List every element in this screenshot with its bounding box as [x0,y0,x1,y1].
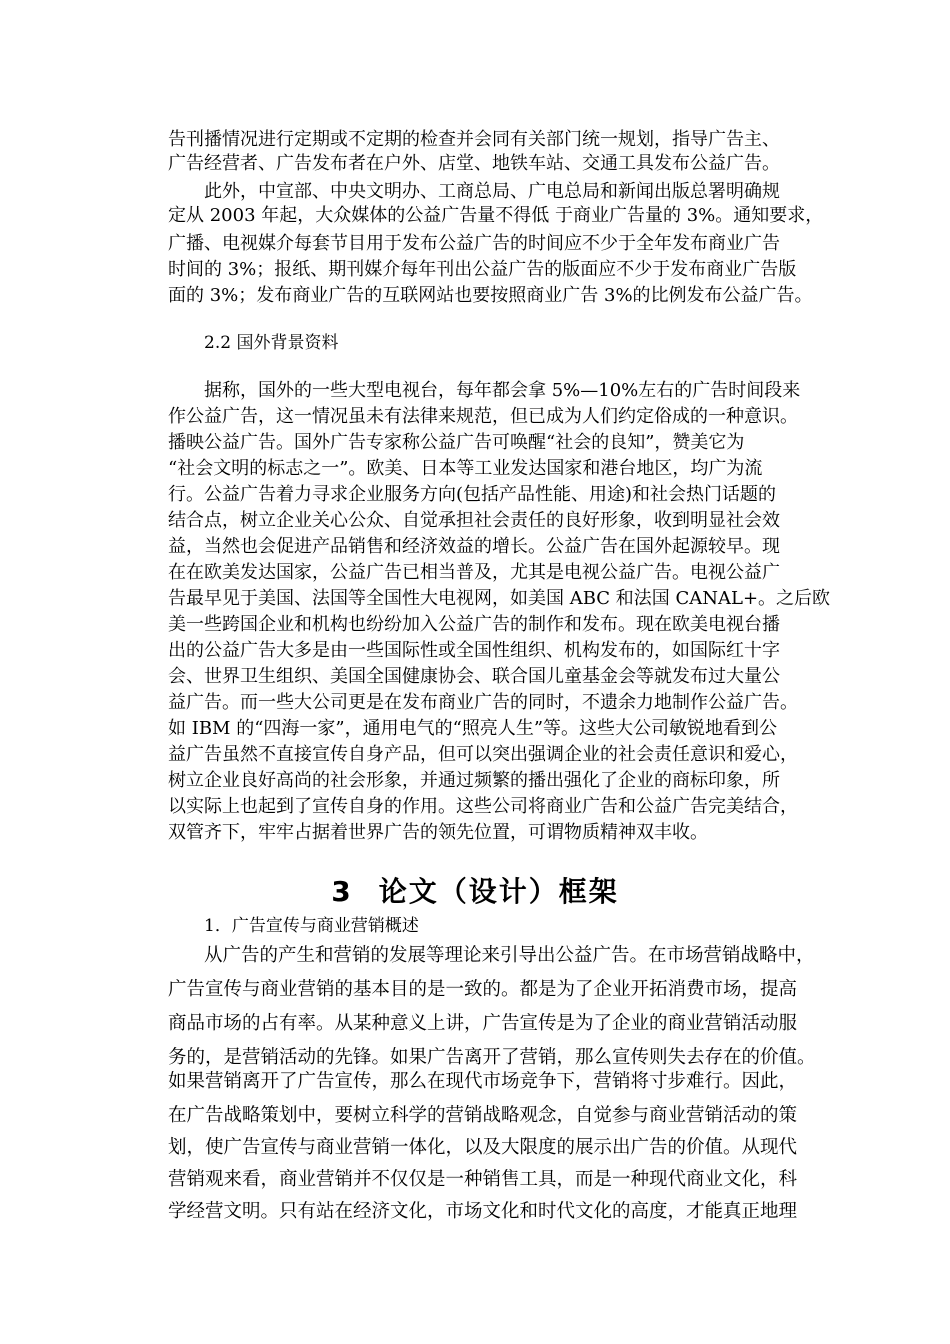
paragraph-line: 如 IBM 的“四海一家”，通用电气的“照亮人生”等。这些大公司敏锐地看到公 [168,718,778,739]
section-heading: 2.2 国外背景资料 [204,333,339,353]
section-heading: 1．广告宣传与商业营销概述 [204,916,419,936]
paragraph-line: 广告经营者、广告发布者在户外、店堂、地铁车站、交通工具发布公益广告。 [168,153,780,174]
paragraph-line: 播映公益广告。国外广告专家称公益广告可唤醒“社会的良知”，赞美它为 [168,432,745,453]
paragraph-line: 告最早见于美国、法国等全国性大电视网，如美国 ABC 和法国 CANAL+。之后欧 [168,588,831,609]
paragraph-line: 划，使广告宣传与商业营销一体化，以及大限度的展示出广告的价值。从现代 [168,1137,798,1158]
paragraph-line: 此外，中宣部、中央文明办、工商总局、广电总局和新闻出版总署明确规 [204,181,780,202]
paragraph-line: 益，当然也会促进产品销售和经济效益的增长。公益广告在国外起源较早。现 [168,536,780,557]
paragraph-line: 行。公益广告着力寻求企业服务方向(包括产品性能、用途)和社会热门话题的 [168,484,777,505]
chapter-number: 3 [331,875,353,908]
paragraph-line: 在在欧美发达国家，公益广告已相当普及，尤其是电视公益广告。电视公益广 [168,562,780,583]
paragraph-line: 商品市场的占有率。从某种意义上讲，广告宣传是为了企业的商业营销活动服 [168,1013,798,1034]
paragraph-line: 务的，是营销活动的先锋。如果广告离开了营销，那么宣传则失去存在的价值。 [168,1047,816,1068]
paragraph-line: 双管齐下，牢牢占据着世界广告的领先位置，可谓物质精神双丰收。 [168,822,708,843]
paragraph-line: 定从 2003 年起，大众媒体的公益广告量不得低 于商业广告量的 3%。通知要求， [168,205,824,226]
paragraph-line: 树立企业良好高尚的社会形象，并通过频繁的播出强化了企业的商标印象，所 [168,770,780,791]
paragraph-line: 广播、电视媒介每套节目用于发布公益广告的时间应不少于全年发布商业广告 [168,233,780,254]
paragraph-line: 如果营销离开了广告宣传，那么在现代市场竞争下，营销将寸步难行。因此， [168,1071,798,1092]
paragraph-line: 以实际上也起到了宣传自身的作用。这些公司将商业广告和公益广告完美结合， [168,796,798,817]
paragraph-line: 结合点，树立企业关心公众、自觉承担社会责任的良好形象，收到明显社会效 [168,510,780,531]
paragraph-line: 据称，国外的一些大型电视台，每年都会拿 5%—10%左右的广告时间段来 [204,380,801,401]
paragraph-line: 作公益广告，这一情况虽未有法律来规范，但已成为人们约定俗成的一种意识。 [168,406,798,427]
paragraph-line: 益广告。而一些大公司更是在发布商业广告的同时，不遗余力地制作公益广告。 [168,692,798,713]
paragraph-line: 面的 3%；发布商业广告的互联网站也要按照商业广告 3%的比例发布公益广告。 [168,285,813,306]
chapter-title: 论文（设计）框架 [378,875,619,908]
paragraph-line: 时间的 3%；报纸、期刊媒介每年刊出公益广告的版面应不少于发布商业广告版 [168,259,797,280]
paragraph-line: 告刊播情况进行定期或不定期的检查并会同有关部门统一规划，指导广告主、 [168,129,780,150]
paragraph-line: 会、世界卫生组织、美国全国健康协会、联合国儿童基金会等就发布过大量公 [168,666,780,687]
paragraph-line: 在广告战略策划中，要树立科学的营销战略观念，自觉参与商业营销活动的策 [168,1105,798,1126]
paragraph-line: “社会文明的标志之一”。欧美、日本等工业发达国家和港台地区，均广为流 [168,458,763,479]
paragraph-line: 从广告的产生和营销的发展等理论来引导出公益广告。在市场营销战略中， [204,945,815,966]
chapter-heading [0,874,950,910]
paragraph-line: 美一些跨国企业和机构也纷纷加入公益广告的制作和发布。现在欧美电视台播 [168,614,780,635]
paragraph-line: 出的公益广告大多是由一些国际性或全国性组织、机构发布的，如国际红十字 [168,640,780,661]
paragraph-line: 益广告虽然不直接宣传自身产品，但可以突出强调企业的社会责任意识和爱心， [168,744,798,765]
paragraph-line: 营销观来看，商业营销并不仅仅是一种销售工具，而是一种现代商业文化，科 [168,1169,798,1190]
paragraph-line: 广告宣传与商业营销的基本目的是一致的。都是为了企业开拓消费市场，提高 [168,979,798,1000]
paragraph-line: 学经营文明。只有站在经济文化，市场文化和时代文化的高度，才能真正地理 [168,1201,798,1222]
